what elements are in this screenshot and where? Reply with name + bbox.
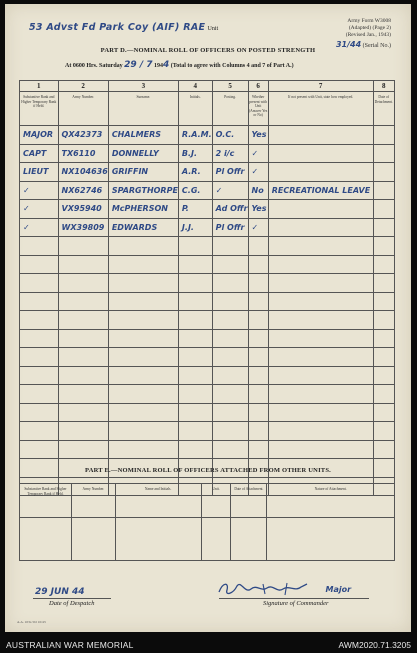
empty-row bbox=[20, 292, 395, 311]
cell-rank bbox=[20, 403, 59, 422]
cell-rank bbox=[20, 181, 59, 200]
col-header-initials: Initials. bbox=[178, 92, 212, 126]
cell-surname bbox=[108, 422, 178, 441]
cell-posting bbox=[212, 255, 248, 274]
present-value: Yes bbox=[251, 204, 267, 214]
cell-rank bbox=[20, 292, 59, 311]
cell-number bbox=[58, 255, 108, 274]
cell-surname bbox=[108, 163, 178, 182]
cell-posting bbox=[212, 329, 248, 348]
officer-row bbox=[20, 200, 395, 219]
posting-value: ✓ bbox=[215, 185, 223, 195]
initials-value: J.J. bbox=[181, 222, 194, 232]
cell-rank bbox=[20, 144, 59, 163]
part-d-title: PART D.—NOMINAL ROLL OF OFFICERS ON POSTED STRENGTH bbox=[100, 47, 316, 54]
cell-posting bbox=[212, 422, 248, 441]
number-value: VX95940 bbox=[61, 204, 102, 214]
attached-header-row bbox=[20, 484, 395, 518]
col-num: 4 bbox=[178, 81, 212, 92]
part-d-subtitle bbox=[65, 60, 294, 70]
cell-present bbox=[248, 255, 268, 274]
cell-rank bbox=[20, 218, 59, 237]
cell-employed bbox=[268, 292, 373, 311]
empty-row bbox=[20, 255, 395, 274]
surname-value: DONNELLY bbox=[111, 148, 159, 158]
cell-present bbox=[248, 144, 268, 163]
initials-value: C.G. bbox=[181, 185, 201, 195]
col-header-posting: Posting. bbox=[212, 92, 248, 126]
cell-detached bbox=[373, 311, 394, 330]
cell-surname bbox=[108, 181, 178, 200]
cell-surname bbox=[108, 274, 178, 293]
col-num: 1 bbox=[20, 81, 59, 92]
col-num: 8 bbox=[373, 81, 394, 92]
cell-surname bbox=[108, 200, 178, 219]
cell-initials bbox=[178, 163, 212, 182]
cell-present bbox=[248, 274, 268, 293]
unit-label: Unit bbox=[207, 26, 219, 32]
form-revised: (Revised Jan., 1943) bbox=[345, 32, 391, 38]
cell-rank bbox=[20, 422, 59, 441]
number-value: NX104636 bbox=[61, 167, 108, 177]
cell-posting bbox=[212, 237, 248, 256]
cell-posting bbox=[212, 163, 248, 182]
initials-value: A.R. bbox=[181, 167, 201, 177]
initials-value: B.J. bbox=[181, 148, 198, 158]
serial-label: (Serial No.) bbox=[362, 43, 391, 49]
part-e-title: PART E.—NOMINAL ROLL OF OFFICERS ATTACHED FROM OTHER UNITS. bbox=[85, 467, 331, 474]
empty-row bbox=[20, 329, 395, 348]
cell-surname bbox=[108, 237, 178, 256]
cell-present bbox=[248, 422, 268, 441]
cell-number bbox=[58, 274, 108, 293]
present-value: ✓ bbox=[251, 167, 259, 177]
employed-value: RECREATIONAL LEAVE bbox=[271, 185, 371, 195]
cell-posting bbox=[212, 274, 248, 293]
cell-employed bbox=[268, 255, 373, 274]
surname-value: GRIFFIN bbox=[111, 167, 149, 177]
cell-present bbox=[248, 348, 268, 367]
cell-detached bbox=[373, 348, 394, 367]
cell-posting bbox=[212, 403, 248, 422]
cell-initials bbox=[178, 422, 212, 441]
form-sheet bbox=[5, 4, 411, 632]
cell-present bbox=[248, 163, 268, 182]
cell-detached bbox=[373, 385, 394, 404]
cell-initials bbox=[178, 200, 212, 219]
cell-posting bbox=[212, 144, 248, 163]
signature-scribble-icon bbox=[217, 580, 322, 598]
cell-surname bbox=[108, 348, 178, 367]
cell-employed bbox=[268, 181, 373, 200]
cell-present bbox=[248, 292, 268, 311]
number-value: WX39809 bbox=[61, 222, 105, 232]
cell-surname bbox=[108, 366, 178, 385]
cell-initials bbox=[178, 311, 212, 330]
cell-present bbox=[248, 237, 268, 256]
cell-number bbox=[58, 311, 108, 330]
cell-employed bbox=[268, 200, 373, 219]
serial-value: 31/44 bbox=[335, 40, 362, 49]
cell-number bbox=[58, 200, 108, 219]
cell-detached bbox=[373, 218, 394, 237]
cell-detached bbox=[373, 440, 394, 459]
col-header-detached: Date of Detachment. bbox=[373, 92, 394, 126]
officers-attached-table bbox=[19, 483, 395, 561]
rank-value: ✓ bbox=[23, 222, 30, 232]
cell-rank bbox=[20, 163, 59, 182]
surname-value: SPARGTHORPE bbox=[111, 185, 178, 195]
cell-number bbox=[58, 329, 108, 348]
empty-cell bbox=[201, 518, 231, 561]
col-header-rank: Substantive Rank and Higher Temporary Rank if Held. bbox=[20, 92, 59, 126]
cell-employed bbox=[268, 274, 373, 293]
cell-employed bbox=[268, 422, 373, 441]
empty-row bbox=[20, 366, 395, 385]
despatch-label: Date of Despatch bbox=[49, 600, 95, 607]
rank-value: ✓ bbox=[23, 204, 30, 214]
cell-number bbox=[58, 181, 108, 200]
cell-employed bbox=[268, 329, 373, 348]
cell-posting bbox=[212, 311, 248, 330]
empty-cell bbox=[20, 518, 72, 561]
empty-row bbox=[20, 385, 395, 404]
surname-value: EDWARDS bbox=[111, 222, 158, 232]
archive-credit: AUSTRALIAN WAR MEMORIAL bbox=[6, 640, 134, 650]
cell-employed bbox=[268, 144, 373, 163]
cell-rank bbox=[20, 366, 59, 385]
col-num: 3 bbox=[108, 81, 178, 92]
col-header-number: Army Number. bbox=[58, 92, 108, 126]
cell-initials bbox=[178, 366, 212, 385]
initials-value: P. bbox=[181, 204, 189, 214]
cell-surname bbox=[108, 218, 178, 237]
cell-posting bbox=[212, 348, 248, 367]
cell-detached bbox=[373, 163, 394, 182]
cell-detached bbox=[373, 126, 394, 145]
cell-rank bbox=[20, 255, 59, 274]
rank-value: CAPT bbox=[23, 148, 47, 158]
empty-row bbox=[20, 237, 395, 256]
col-header-rank: Substantive Rank and Higher Temporary Rank if Held. bbox=[20, 484, 72, 518]
present-value: ✓ bbox=[251, 222, 259, 232]
cell-employed bbox=[268, 126, 373, 145]
despatch-date: 29 JUN 44 bbox=[35, 587, 85, 597]
cell-surname bbox=[108, 329, 178, 348]
present-value: Yes bbox=[251, 130, 267, 140]
cell-detached bbox=[373, 181, 394, 200]
empty-row bbox=[20, 348, 395, 367]
cell-present bbox=[248, 218, 268, 237]
cell-posting bbox=[212, 366, 248, 385]
surname-value: McPHERSON bbox=[111, 204, 168, 214]
empty-cell bbox=[115, 518, 201, 561]
cell-rank bbox=[20, 311, 59, 330]
cell-rank bbox=[20, 329, 59, 348]
cell-initials bbox=[178, 274, 212, 293]
cell-present bbox=[248, 311, 268, 330]
cell-employed bbox=[268, 440, 373, 459]
cell-detached bbox=[373, 329, 394, 348]
posting-value: Pl Offr bbox=[215, 222, 245, 232]
posting-value: 2 i/c bbox=[215, 148, 235, 158]
cell-number bbox=[58, 144, 108, 163]
officer-row bbox=[20, 144, 395, 163]
cell-posting bbox=[212, 385, 248, 404]
cell-posting bbox=[212, 126, 248, 145]
empty-row bbox=[20, 422, 395, 441]
col-num: 5 bbox=[212, 81, 248, 92]
col-header-unit: Unit. bbox=[201, 484, 231, 518]
cell-surname bbox=[108, 292, 178, 311]
cell-present bbox=[248, 366, 268, 385]
empty-row bbox=[20, 311, 395, 330]
unit-line bbox=[29, 22, 218, 33]
cell-number bbox=[58, 218, 108, 237]
cell-employed bbox=[268, 311, 373, 330]
present-value: ✓ bbox=[251, 148, 259, 158]
cell-number bbox=[58, 163, 108, 182]
cell-posting bbox=[212, 181, 248, 200]
number-value: TX6110 bbox=[61, 148, 96, 158]
cell-surname bbox=[108, 311, 178, 330]
sub-suffix: (Total to agree with Columns 4 and 7 of Part A.) bbox=[170, 63, 294, 69]
cell-posting bbox=[212, 440, 248, 459]
posting-value: Ad Offr bbox=[215, 204, 248, 214]
cell-detached bbox=[373, 274, 394, 293]
cell-rank bbox=[20, 126, 59, 145]
officer-row bbox=[20, 218, 395, 237]
cell-surname bbox=[108, 385, 178, 404]
cell-present bbox=[248, 403, 268, 422]
cell-initials bbox=[178, 329, 212, 348]
empty-cell bbox=[267, 518, 395, 561]
unit-name: 53 Advst Fd Park Coy (AIF) RAE bbox=[29, 22, 206, 33]
column-header-row bbox=[20, 92, 395, 126]
cell-detached bbox=[373, 422, 394, 441]
number-value: NX62746 bbox=[61, 185, 103, 195]
cell-present bbox=[248, 385, 268, 404]
cell-detached bbox=[373, 366, 394, 385]
cell-initials bbox=[178, 385, 212, 404]
cell-number bbox=[58, 422, 108, 441]
cell-initials bbox=[178, 144, 212, 163]
cell-initials bbox=[178, 255, 212, 274]
cell-employed bbox=[268, 163, 373, 182]
form-number: Army Form W3008 bbox=[347, 18, 391, 24]
cell-employed bbox=[268, 403, 373, 422]
col-num: 2 bbox=[58, 81, 108, 92]
cell-initials bbox=[178, 292, 212, 311]
cell-rank bbox=[20, 348, 59, 367]
column-number-row bbox=[20, 81, 395, 92]
cell-initials bbox=[178, 218, 212, 237]
cell-rank bbox=[20, 200, 59, 219]
cell-initials bbox=[178, 126, 212, 145]
col-header-attach-date: Date of Attachment. bbox=[231, 484, 267, 518]
cell-initials bbox=[178, 237, 212, 256]
cell-present bbox=[248, 126, 268, 145]
cell-detached bbox=[373, 200, 394, 219]
present-value: No bbox=[251, 185, 264, 195]
rank-value: LIEUT bbox=[23, 167, 49, 177]
empty-row bbox=[20, 274, 395, 293]
cell-detached bbox=[373, 403, 394, 422]
col-header-surname: Surname. bbox=[108, 92, 178, 126]
col-header-present: Whether present with Unit (Answer Yes or No) bbox=[248, 92, 268, 126]
sub-prefix: At 0600 Hrs. Saturday bbox=[65, 63, 123, 69]
officers-posted-table bbox=[19, 80, 395, 496]
cell-present bbox=[248, 181, 268, 200]
officer-row bbox=[20, 181, 395, 200]
cell-present bbox=[248, 440, 268, 459]
sub-year: 4 bbox=[163, 60, 170, 70]
cell-employed bbox=[268, 218, 373, 237]
commander-signature bbox=[217, 580, 351, 598]
officer-row bbox=[20, 126, 395, 145]
col-num: 7 bbox=[268, 81, 373, 92]
cell-surname bbox=[108, 440, 178, 459]
cell-posting bbox=[212, 218, 248, 237]
cell-surname bbox=[108, 255, 178, 274]
posting-value: O.C. bbox=[215, 130, 235, 140]
archive-reference: AWM2020.71.3205 bbox=[338, 640, 411, 650]
form-adapted: (Adapted) (Page 2) bbox=[348, 25, 391, 31]
printer-note: A.A. 103a 5bl 10/43 bbox=[17, 620, 46, 624]
form-identifier bbox=[346, 18, 391, 39]
attached-empty-row bbox=[20, 518, 395, 561]
cell-present bbox=[248, 200, 268, 219]
empty-cell bbox=[71, 518, 115, 561]
col-header-nature: Nature of Attachment. bbox=[267, 484, 395, 518]
rank-value: ✓ bbox=[23, 185, 30, 195]
cell-surname bbox=[108, 126, 178, 145]
cell-present bbox=[248, 329, 268, 348]
cell-rank bbox=[20, 237, 59, 256]
col-header-employed: If not present with Unit, state how employed. bbox=[268, 92, 373, 126]
signature-label: Signature of Commander bbox=[263, 600, 329, 607]
number-value: QX42373 bbox=[61, 130, 103, 140]
cell-number bbox=[58, 440, 108, 459]
cell-initials bbox=[178, 403, 212, 422]
cell-employed bbox=[268, 348, 373, 367]
cell-surname bbox=[108, 403, 178, 422]
empty-cell bbox=[231, 518, 267, 561]
signature-line bbox=[219, 598, 369, 599]
col-num: 6 bbox=[248, 81, 268, 92]
cell-rank bbox=[20, 440, 59, 459]
cell-initials bbox=[178, 348, 212, 367]
cell-number bbox=[58, 385, 108, 404]
empty-row bbox=[20, 403, 395, 422]
cell-number bbox=[58, 126, 108, 145]
cell-surname bbox=[108, 144, 178, 163]
cell-employed bbox=[268, 237, 373, 256]
signature-rank: Major bbox=[325, 585, 352, 594]
cell-initials bbox=[178, 440, 212, 459]
cell-posting bbox=[212, 200, 248, 219]
empty-row bbox=[20, 440, 395, 459]
cell-number bbox=[58, 237, 108, 256]
cell-number bbox=[58, 366, 108, 385]
officer-row bbox=[20, 163, 395, 182]
col-header-name: Name and Initials. bbox=[115, 484, 201, 518]
cell-detached bbox=[373, 237, 394, 256]
rank-value: MAJOR bbox=[23, 130, 54, 140]
cell-initials bbox=[178, 181, 212, 200]
cell-detached bbox=[373, 255, 394, 274]
cell-number bbox=[58, 348, 108, 367]
cell-employed bbox=[268, 385, 373, 404]
despatch-line bbox=[33, 598, 111, 599]
cell-posting bbox=[212, 292, 248, 311]
initials-value: R.A.M. bbox=[181, 130, 212, 140]
cell-rank bbox=[20, 385, 59, 404]
surname-value: CHALMERS bbox=[111, 130, 162, 140]
col-header-number: Army Number. bbox=[71, 484, 115, 518]
cell-rank bbox=[20, 274, 59, 293]
cell-number bbox=[58, 292, 108, 311]
cell-detached bbox=[373, 292, 394, 311]
sub-year-prefix: 194 bbox=[154, 63, 164, 69]
cell-number bbox=[58, 403, 108, 422]
cell-detached bbox=[373, 144, 394, 163]
sub-date: 29 / 7 bbox=[124, 60, 153, 70]
posting-value: Pl Offr bbox=[215, 167, 245, 177]
cell-employed bbox=[268, 366, 373, 385]
